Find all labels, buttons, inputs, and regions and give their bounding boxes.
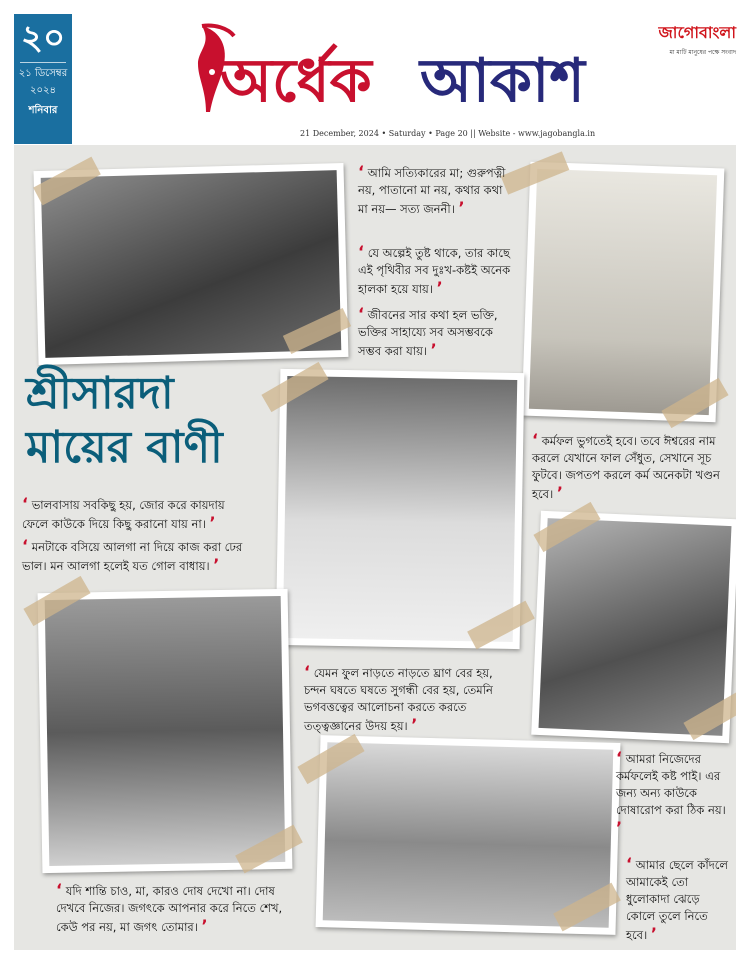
quote-6: ‘ মনটাকে বসিয়ে আলগা না দিয়ে কাজ করা ঢের ভাল। মন আলগা হলেই যত গোল বাধায়। ’ xyxy=(22,536,243,574)
two-women-photo xyxy=(522,162,725,423)
quote-8: ‘ আমরা নিজেদের কর্মফলেই কষ্ট পাই। এর জন্য অন্য কাউকে দোষারোপ করা ঠিক নয়। ’ xyxy=(616,748,726,837)
quote-1: ‘ আমি সত্যিকারের মা; গুরুপত্নী নয়, পাতানো মা নয়, কথার কথা মা নয়— সত্য জননী। ’ xyxy=(358,162,506,217)
feature-title xyxy=(26,367,223,475)
page-number: ২০ xyxy=(20,18,66,58)
quote-10: ‘ যদি শান্তি চাও, মা, কারও দোষ দেখো না। দোষ দেখবে নিজের। জগৎকে আপনার করে নিতে শেখ, কেউ পর নয়, মা জগৎ তোমার। ’ xyxy=(56,880,283,935)
family-photo xyxy=(38,589,293,873)
quote-3: ‘ জীবনের সার কথা হল ভক্তি, ভক্তির সাহায্যে সব অসম্ভবকে সম্ভব করা যায়। ’ xyxy=(358,304,498,359)
quote-5: ‘ ভালবাসায় সবকিছু হয়, জোর করে কায়দায় ফেলে কাউকে দিয়ে কিছু করানো যায় না। ’ xyxy=(22,494,225,532)
date-box xyxy=(14,14,72,144)
quote-9: ‘ আমার ছেলে কাঁদলে আমাকেই তো ধুলোকাদা ঝেড়ে কোলে তুলে নিতে হবে। ’ xyxy=(626,854,728,943)
feature-page xyxy=(14,145,736,950)
brand-tagline: মা মাটি মানুষের পক্ষে সংবাদ xyxy=(669,49,736,56)
title-line1: শ্রীসারদা xyxy=(26,368,174,419)
quote-2: ‘ যে অল্পেই তুষ্ট থাকে, তার কাছে এই পৃথিবীর সব দুঃখ-কষ্টই অনেক হালকা হয়ে যায়। ’ xyxy=(358,242,511,297)
masthead-part1: অর্ধেক xyxy=(220,46,372,116)
quote-7: ‘ যেমন ফুল নাড়তে নাড়তে ঘ্রাণ বের হয়, চন্দন ঘষতে ঘষতে সুগন্ধী বের হয়, তেমনি ভগবত্তত্বের আলোচনা করতে করতে তত্ত্বজ্ঞানের উদয় হয়। ’ xyxy=(304,662,493,734)
weekday-text: শনিবার xyxy=(28,105,58,116)
brand-logo xyxy=(628,20,736,58)
portrait-photo xyxy=(531,511,736,743)
masthead xyxy=(188,20,608,120)
date-text: ২১ ডিসেম্বর xyxy=(18,68,68,79)
info-line: 21 December, 2024 • Saturday • Page 20 || Website - www.jagobangla.in xyxy=(300,129,596,138)
title-line2: মায়ের বাণী xyxy=(26,422,223,473)
masthead-part2: আকাশ xyxy=(420,46,585,116)
conversation-photo xyxy=(276,369,525,649)
brand-name: জাগোবাংলা xyxy=(658,23,736,42)
year-text: ২০২৪ xyxy=(30,85,56,96)
quote-4: ‘ কর্মফল ভুগতেই হবে। তবে ঈশ্বরের নাম করলে যেখানে ফাল সেঁধুত, সেখানে সূচ ফুটবে। জপতপ করলে কর্ম অনেকটা খণ্ডন হবে। ’ xyxy=(532,430,720,502)
